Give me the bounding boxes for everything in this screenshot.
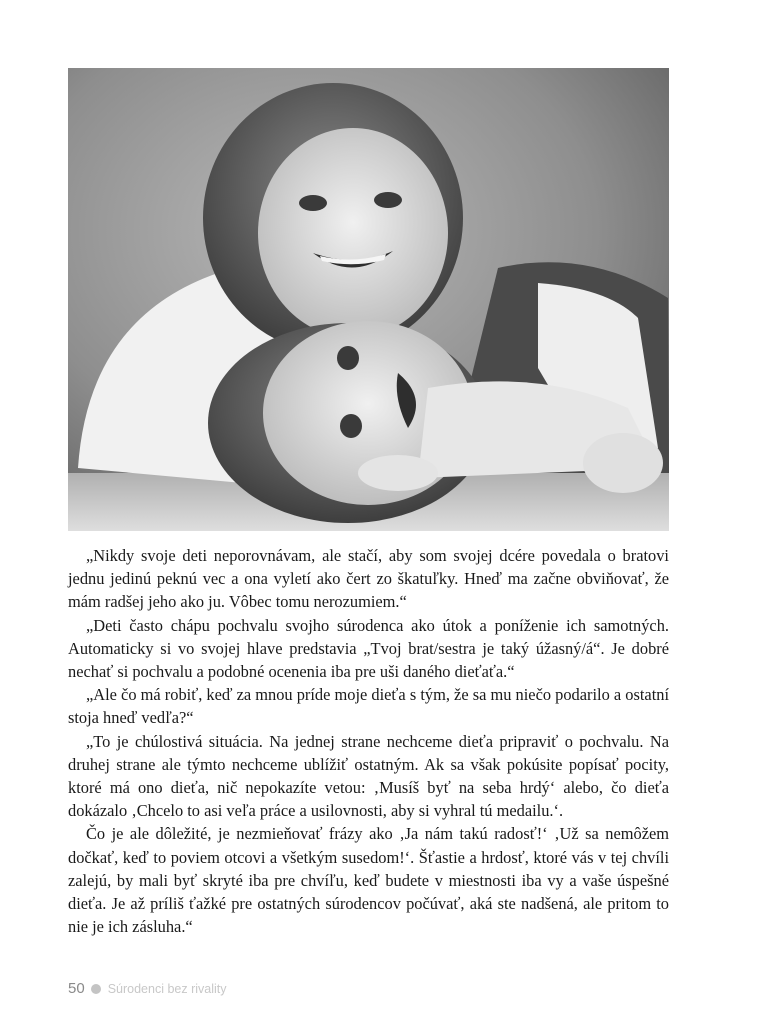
running-book-title: Súrodenci bez rivality (107, 981, 227, 996)
page-footer (68, 980, 227, 997)
bullet-dot-icon (91, 984, 101, 994)
body-text (68, 544, 669, 938)
paragraph-5: Čo je ale dôležité, je nezmieňovať frázy ako ‚Ja nám takú radosť!‘ ‚Už sa nemôžem dočkať, keď to poviem otcovi a všetkým susedom!‘. Šťastie a hrdosť, ktoré vás v tej chvíli zalejú, by mali byť skryté iba pre chvíľu, keď budete v miestnosti iba vy a vaše úspešné dieťa. Je až príliš ťažké pre ostatných súrodencov počúvať, aká ste nadšená, ale pritom to nie je ich zásluha.“ (68, 824, 669, 937)
paragraph-4: „To je chúlostivá situácia. Na jednej strane nechceme dieťa pripraviť o pochvalu. Na druhej strane ale týmto nechceme ublížiť ostatným. Ak sa však pokúsite popísať pocity, ktoré má ono dieťa, nič nepokazíte vetou: ‚Musíš byť na seba hrdý‘ alebo, čo dieťa dokázalo ‚Chcelo to asi veľa práce a usilovnosti, aby si vyhral tú medailu.‘. (68, 731, 669, 821)
paragraph-3: „Ale čo má robiť, keď za mnou príde moje dieťa s tým, že sa mu niečo podarilo a ostatní stoja hneď vedľa?“ (68, 685, 669, 728)
page-number: 50 (68, 980, 85, 997)
photo-illustration (68, 68, 669, 531)
paragraph-2: „Deti často chápu pochvalu svojho súrodenca ako útok a poníženie ich samotných. Automaticky si vo svojej hlave predstavia „Tvoj brat/sestra je taký úžasný/á“. Je dobré nechať si pochvalu a podobné ocenenia iba pre uši daného dieťaťa.“ (68, 615, 669, 682)
photo-two-children (68, 68, 669, 531)
paragraph-1: „Nikdy svoje deti neporovnávam, ale stačí, aby som svojej dcére povedala o bratovi jednu jedinú peknú vec a ona vyletí ako čert zo škatuľky. Hneď ma začne obviňovať, že mám radšej jeho ako ju. Vôbec tomu nerozumiem.“ (68, 546, 669, 612)
